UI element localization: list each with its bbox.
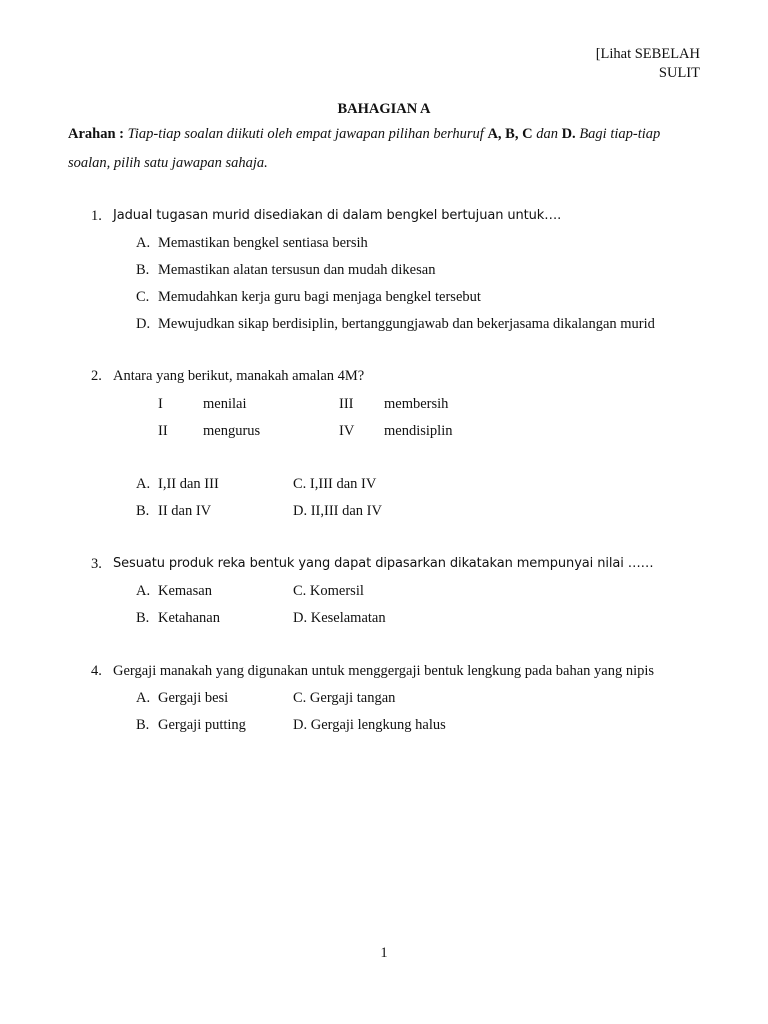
option-letter: A.	[136, 690, 151, 706]
option-text: C. Gergaji tangan	[293, 690, 396, 706]
option-text: Mewujudkan sikap berdisiplin, bertanggungjawab dan bekerjasama dikalangan murid	[158, 316, 655, 332]
option-letter: B.	[136, 503, 150, 519]
option-text: D. Keselamatan	[293, 610, 386, 626]
option-text: Memudahkan kerja guru bagi menjaga bengkel tersebut	[158, 289, 481, 305]
item-numeral: III	[339, 396, 354, 412]
question-number: 3.	[91, 556, 102, 572]
item-numeral: IV	[339, 423, 355, 439]
option-text: Kemasan	[158, 583, 212, 599]
instructions-letters: A, B, C	[487, 126, 533, 142]
option-letter: A.	[136, 583, 151, 599]
section-title: BAHAGIAN A	[337, 101, 431, 117]
option-letter: B.	[136, 610, 150, 626]
header-see-next: [Lihat SEBELAH	[595, 46, 700, 62]
option-letter: B.	[136, 262, 150, 278]
question-number: 2.	[91, 368, 102, 384]
question-text: Jadual tugasan murid disediakan di dalam bengkel bertujuan untuk….	[113, 208, 562, 223]
option-text: Memastikan alatan tersusun dan mudah dikesan	[158, 262, 436, 278]
instructions	[68, 120, 700, 178]
item-text: mendisiplin	[384, 423, 453, 439]
option-letter: D.	[136, 316, 151, 332]
option-letter: C.	[136, 289, 150, 305]
option-text: I,II dan III	[158, 476, 219, 492]
option-text: Gergaji putting	[158, 717, 246, 733]
option-letter: B.	[136, 717, 150, 733]
option-text: Gergaji besi	[158, 690, 229, 706]
option-text: C. I,III dan IV	[293, 476, 377, 492]
question-number: 1.	[91, 208, 102, 224]
question-text: Gergaji manakah yang digunakan untuk menggergaji bentuk lengkung pada bahan yang nipis	[113, 663, 655, 679]
question-text: Antara yang berikut, manakah amalan 4M?	[113, 368, 365, 384]
option-text: II dan IV	[158, 503, 212, 519]
option-text: Ketahanan	[158, 610, 220, 626]
option-letter: A.	[136, 476, 151, 492]
item-numeral: II	[158, 423, 168, 439]
item-text: menilai	[203, 396, 247, 412]
item-numeral: I	[158, 396, 163, 412]
item-text: membersih	[384, 396, 449, 412]
question-number: 4.	[91, 663, 102, 679]
instructions-text-2: dan	[536, 126, 558, 142]
page-number: 1	[380, 945, 388, 961]
item-text: mengurus	[203, 423, 261, 439]
instructions-letter-d: D.	[561, 126, 576, 142]
question-text: Sesuatu produk reka bentuk yang dapat dipasarkan dikatakan mempunyai nilai ……	[113, 556, 654, 571]
option-text: D. II,III dan IV	[293, 503, 382, 519]
option-text: C. Komersil	[293, 583, 364, 599]
instructions-label: Arahan :	[68, 126, 124, 142]
instructions-text-1: Tiap-tiap soalan diikuti oleh empat jawapan pilihan berhuruf	[127, 126, 484, 142]
option-text: Memastikan bengkel sentiasa bersih	[158, 235, 368, 251]
option-text: D. Gergaji lengkung halus	[293, 717, 446, 733]
instructions-text-3: Bagi tiap-tiap soalan, pilih satu jawapan sahaja.	[68, 126, 661, 171]
option-letter: A.	[136, 235, 151, 251]
header-classification: SULIT	[658, 65, 700, 81]
